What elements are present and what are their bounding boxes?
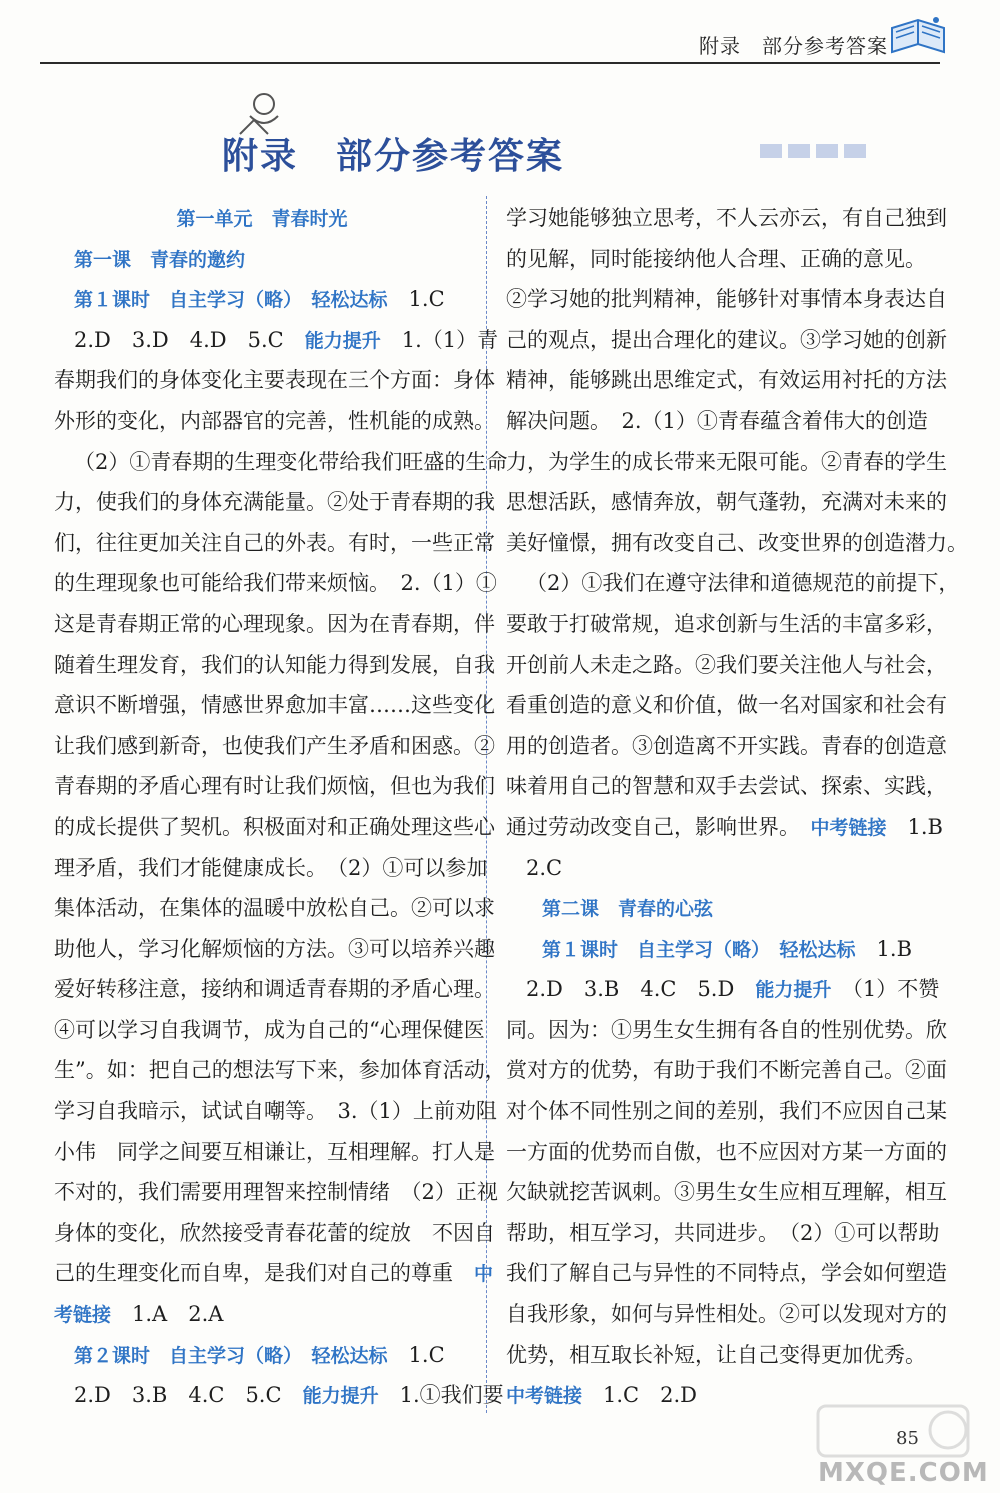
answer-text: 同。因为：①男生女生拥有各自的性别优势。欣 xyxy=(506,1017,947,1042)
text-line xyxy=(506,1091,947,1132)
answer-text: 思想活跃，感情奔放，朝气蓬勃，充满对未来的 xyxy=(506,490,947,515)
text-line xyxy=(506,1253,947,1294)
heading-label: 能力提升 xyxy=(304,329,381,352)
text-line xyxy=(506,401,928,442)
text-line xyxy=(506,279,947,320)
answer-text: 要敢于打破常规，追求创新与生活的丰富多彩， xyxy=(506,611,947,636)
text-line xyxy=(54,929,495,970)
heading-label: 第一课 青春的邀约 xyxy=(74,248,246,271)
answer-text: 用的创造者。③创造离不开实践。青春的创造意 xyxy=(506,733,947,758)
heading-label: 能力提升 xyxy=(302,1385,379,1408)
text-line xyxy=(54,1050,506,1091)
heading-label: 中 xyxy=(474,1263,494,1286)
answer-text: 爱好转移注意，接纳和调适青春期的矛盾心理。 xyxy=(54,977,495,1002)
answer-text: 自我形象，如何与异性相处。②可以发现对方的 xyxy=(506,1302,947,1327)
text-line xyxy=(506,848,924,889)
text-line xyxy=(54,523,495,564)
answer-text: 看重创造的意义和价值，做一名对国家和社会有 xyxy=(506,693,947,718)
answer-text: 生”。如：把自己的想法写下来，参加体育活动， xyxy=(54,1058,506,1083)
text-line xyxy=(54,685,495,726)
answer-text: （2）①我们在遵守法律和道德规范的前提下， xyxy=(526,571,960,596)
text-line xyxy=(506,1335,924,1376)
answer-text: 精神，能够跳出思维定式，有效运用衬托的方法 xyxy=(506,368,947,393)
answer-text: （2）①青春期的生理变化带给我们旺盛的生命 xyxy=(74,449,508,474)
answer-text: 开创前人未走之路。②我们要关注他人与社会， xyxy=(506,652,947,677)
text-line xyxy=(54,482,495,523)
answer-text: 味着用自己的智慧和双手去尝试、探索、实践， xyxy=(506,774,947,799)
text-line xyxy=(54,198,470,239)
text-line xyxy=(54,360,495,401)
answer-text: （1）不赞 xyxy=(831,977,940,1002)
text-line xyxy=(506,1294,947,1335)
text-line xyxy=(54,1335,470,1376)
answer-text: 1.①我们要 xyxy=(378,1383,504,1408)
answer-text: 通过劳动改变自己，影响世界。 xyxy=(506,814,811,839)
text-line xyxy=(54,1172,498,1213)
text-line xyxy=(506,360,947,401)
answer-text: 己的观点，提出合理化的建议。③学习她的创新 xyxy=(506,327,947,352)
running-header: 附录 部分参考答案 xyxy=(699,34,888,58)
heading-label: 第一单元 青春时光 xyxy=(176,208,348,230)
answer-text: 春期我们的身体变化主要表现在三个方面：身体 xyxy=(54,368,495,393)
text-line xyxy=(506,1010,947,1051)
text-line xyxy=(506,320,947,361)
header-rule xyxy=(40,62,940,64)
answer-text: 1.C 2.D xyxy=(582,1383,697,1408)
text-line xyxy=(506,726,947,767)
text-line xyxy=(506,807,943,848)
text-line xyxy=(54,1253,494,1294)
answer-text: ②学习她的批判精神，能够针对事情本身表达自 xyxy=(506,287,947,312)
text-line xyxy=(54,807,495,848)
title-area xyxy=(0,128,1000,188)
text-line xyxy=(54,279,470,320)
answer-text: 随着生理发育，我们的认知能力得到发展，自我 xyxy=(54,652,495,677)
text-line xyxy=(54,1091,497,1132)
text-line xyxy=(54,766,495,807)
heading-label: 中考链接 xyxy=(810,816,887,839)
heading-label: 轻松达标 xyxy=(779,938,856,961)
answer-text: 力，为学生的成长带来无限可能。②青春的学生 xyxy=(506,449,947,474)
answer-text: 一方面的优势而自傲，也不应因对方某一方面的 xyxy=(506,1139,947,1164)
answer-text: 让我们感到新奇，也使我们产生矛盾和困惑。② xyxy=(54,733,495,758)
text-line xyxy=(54,1294,470,1335)
answer-text: 力，使我们的身体充满能量。②处于青春期的我 xyxy=(54,490,495,515)
answer-text: 己的生理变化而自卑，是我们对自己的尊重 xyxy=(54,1261,474,1286)
heading-label: 第１课时 自主学习（略） xyxy=(74,289,312,312)
answer-text: 的生理现象也可能给我们带来烦恼。 2.（1）① xyxy=(54,571,497,596)
answer-text: 美好憧憬，拥有改变自己、改变世界的创造潜力。 xyxy=(506,530,968,555)
text-line xyxy=(54,239,470,280)
heading-label: 中考链接 xyxy=(506,1385,583,1408)
answer-text: 青春期的矛盾心理有时让我们烦恼，但也为我们 xyxy=(54,774,495,799)
text-line xyxy=(506,685,947,726)
text-line xyxy=(54,401,495,442)
answer-text: 优势，相互取长补短，让自己变得更加优秀。 xyxy=(506,1342,926,1367)
answer-text: 赏对方的优势，有助于我们不断完善自己。②面 xyxy=(506,1058,947,1083)
text-line xyxy=(54,726,495,767)
answer-text: 帮助，相互学习，共同进步。 （2）①可以帮助 xyxy=(506,1220,940,1245)
text-line xyxy=(54,888,495,929)
answer-text: 的见解，同时能接纳他人合理、正确的意见。 xyxy=(506,246,926,271)
title-right-decoration xyxy=(760,140,890,162)
page-title: 附录 部分参考答案 xyxy=(222,136,565,177)
answer-text: 理矛盾，我们才能健康成长。 （2）①可以参加 xyxy=(54,855,488,880)
text-line xyxy=(506,929,924,970)
answer-text: 1.B xyxy=(886,814,943,839)
answer-text: 解决问题。 2.（1）①青春蕴含着伟大的创造 xyxy=(506,408,928,433)
answer-text: 1.B xyxy=(855,936,912,961)
heading-label: 第２课时 自主学习（略） xyxy=(74,1344,312,1367)
text-line xyxy=(54,604,495,645)
answer-text: 们，往往更加关注自己的外表。有时，一些正常 xyxy=(54,530,495,555)
text-line xyxy=(506,645,947,686)
text-line xyxy=(506,1213,940,1254)
answer-text: 我们了解自己与异性的不同特点，学会如何塑造 xyxy=(506,1261,947,1286)
answer-text: 2.D 3.B 4.C 5.D xyxy=(526,977,756,1002)
heading-label: 第二课 青春的心弦 xyxy=(542,898,714,921)
text-line xyxy=(506,239,924,280)
heading-label: 考链接 xyxy=(54,1304,112,1327)
answer-text: 学习自我暗示，试试自嘲等。 3.（1）上前劝阻 xyxy=(54,1099,497,1124)
text-line xyxy=(54,1132,495,1173)
text-line xyxy=(506,1172,947,1213)
text-line xyxy=(506,1050,947,1091)
text-line xyxy=(54,645,495,686)
text-line xyxy=(506,1132,947,1173)
answer-text: 欠缺就挖苦讽刺。③男生女生应相互理解，相互 xyxy=(506,1180,947,1205)
text-line xyxy=(506,523,968,564)
text-line xyxy=(54,563,497,604)
text-line xyxy=(506,766,947,807)
heading-label: 轻松达标 xyxy=(311,1344,388,1367)
right-column xyxy=(506,198,968,1416)
answer-text: ④可以学习自我调节，成为自己的“心理保健医 xyxy=(54,1017,485,1042)
answer-text: 1.C xyxy=(387,1342,445,1367)
left-column xyxy=(54,198,508,1416)
answer-text: 2.D 3.D 4.D 5.C xyxy=(74,327,305,352)
heading-label: 第１课时 自主学习（略） xyxy=(542,938,780,961)
answer-text: 2.C xyxy=(526,855,563,880)
answer-text: 小伟 同学之间要互相谦让，互相理解。打人是 xyxy=(54,1139,495,1164)
answer-text: 2.D 3.B 4.C 5.C xyxy=(74,1383,303,1408)
heading-label: 轻松达标 xyxy=(311,289,388,312)
text-line xyxy=(506,888,924,929)
answer-text: 意识不断增强，情感世界愈加丰富……这些变化 xyxy=(54,693,495,718)
text-line xyxy=(506,969,940,1010)
answer-text: 学习她能够独立思考，不人云亦云，有自己独到 xyxy=(506,206,947,230)
text-line xyxy=(506,604,947,645)
answer-text: 1.C xyxy=(387,287,445,312)
answer-text: 不对的，我们需要用理智来控制情绪 （2）正视 xyxy=(54,1180,498,1205)
page-number: 85 xyxy=(896,1428,919,1449)
answer-text: 集体活动，在集体的温暖中放松自己。②可以求 xyxy=(54,896,495,921)
text-line xyxy=(54,442,508,483)
text-line xyxy=(506,198,947,239)
text-line xyxy=(54,969,495,1010)
answer-text: 对个体不同性别之间的差别，我们不应因自己某 xyxy=(506,1099,947,1124)
answer-text: 身体的变化，欣然接受青春花蕾的绽放 不因自 xyxy=(54,1220,495,1245)
watermark-text: MXQE.COM xyxy=(818,1458,989,1488)
text-line xyxy=(54,1213,495,1254)
text-line xyxy=(54,1010,485,1051)
text-line xyxy=(506,482,947,523)
answer-text: 1.A 2.A xyxy=(111,1302,224,1327)
heading-label: 能力提升 xyxy=(755,979,832,1002)
text-line xyxy=(54,848,488,889)
text-line xyxy=(54,320,499,361)
answer-text: 的成长提供了契机。积极面对和正确处理这些心 xyxy=(54,814,495,839)
book-icon xyxy=(888,14,948,62)
answer-text: 这是青春期正常的心理现象。因为在青春期，伴 xyxy=(54,611,495,636)
text-line xyxy=(506,442,947,483)
answer-text: 1.（1）青 xyxy=(380,327,499,352)
answer-text: 助他人，学习化解烦恼的方法。③可以培养兴趣 xyxy=(54,936,495,961)
text-line xyxy=(54,1375,504,1416)
text-line xyxy=(506,563,960,604)
answer-text: 外形的变化，内部器官的完善，性机能的成熟。 xyxy=(54,408,495,433)
